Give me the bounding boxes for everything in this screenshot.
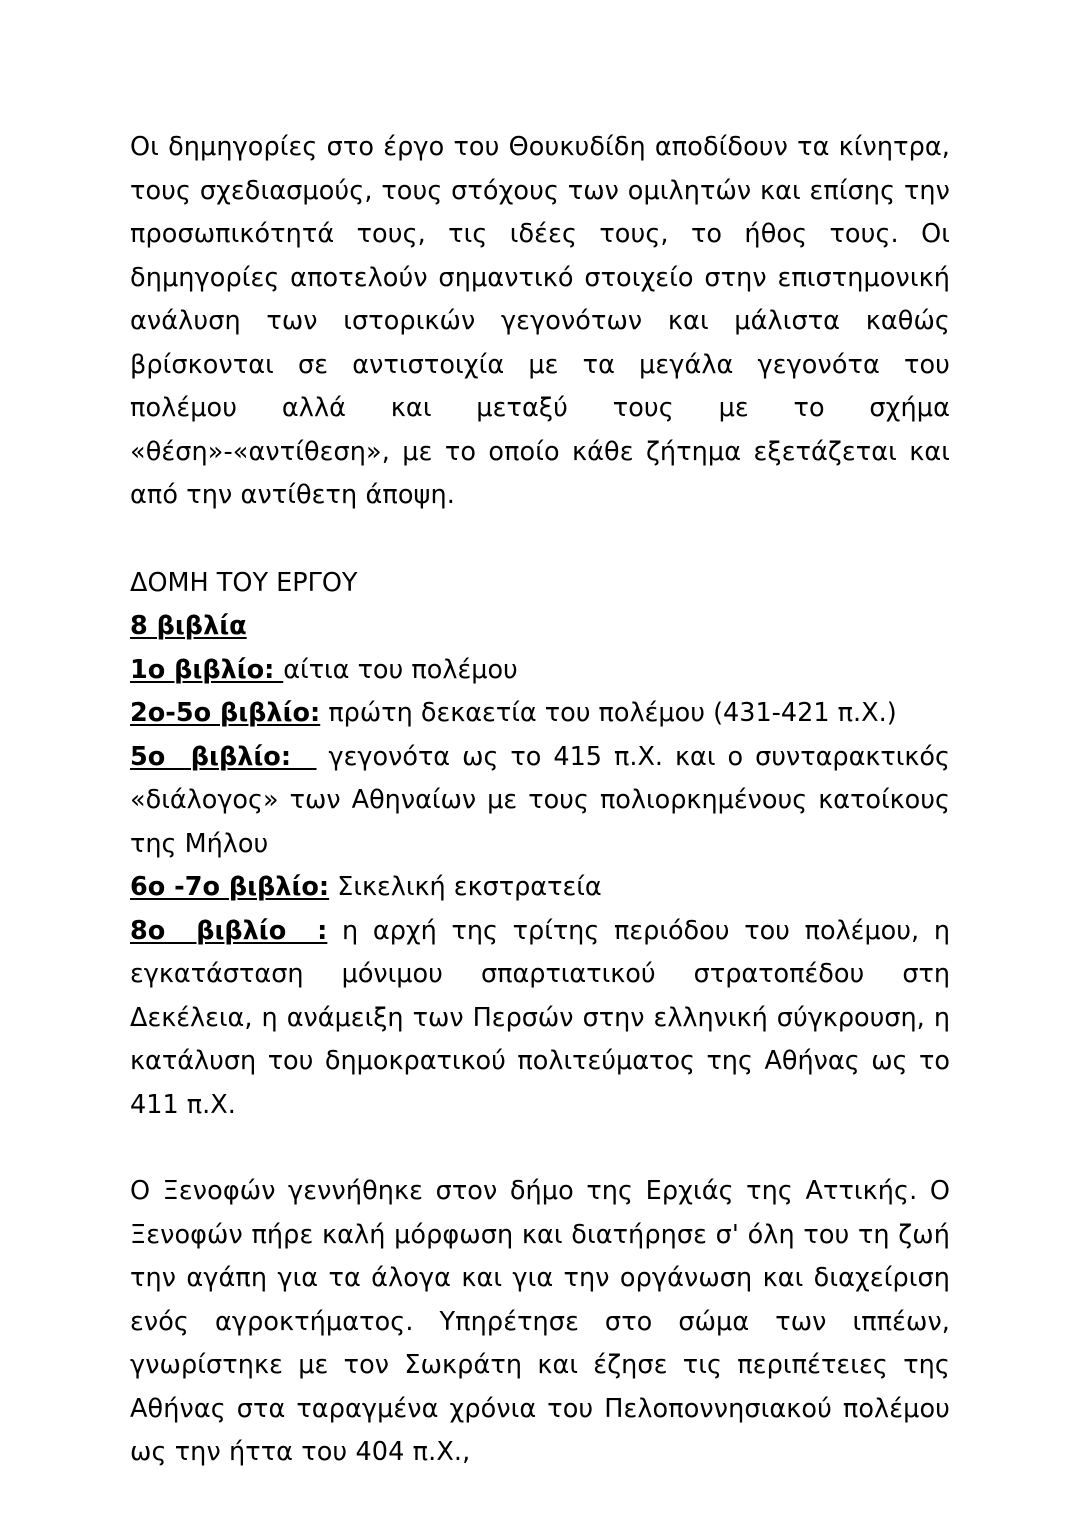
- book-entry-5: [130, 910, 950, 1128]
- paragraph-thucydides-speeches: Οι δημηγορίες στο έργο του Θουκυδίδη αποδίδουν τα κίνητρα, τους σχεδιασμούς, τους στόχους των ομιλητών και επίσης την προσωπικότητά τους, τις ιδέες τους, το ήθος τους. Οι δημηγορίες αποτελούν σημαντικό στοιχείο στην επιστημονική ανάλυση των ιστορικών γεγονότων και μάλιστα καθώς βρίσκονται σε αντιστοιχία με τα μεγάλα γεγονότα του πολέμου αλλά και μεταξύ τους με το σχήμα «θέση»-«αντίθεση», με το οποίο κάθε ζήτημα εξετάζεται και από την αντίθετη άποψη.: [130, 132, 950, 510]
- book-entry-2-description: πρώτη δεκαετία του πολέμου (431-421 π.Χ.): [320, 698, 897, 728]
- book-entry-2-label: 2ο-5ο βιβλίο:: [130, 698, 321, 728]
- book-entry-2: [130, 692, 950, 736]
- paragraph-spacer: [130, 518, 950, 562]
- book-entry-5-description: η αρχή της τρίτης περιόδου του πολέμου, η εγκατάσταση μόνιμου σπαρτιατικού στρατοπέδου στη Δεκέλεια, η ανάμειξη των Περσών στην ελληνική σύγκρουση, η κατάλυση του δημοκρατικού πολιτεύματος της Αθήνας ως το 411 π.Χ.: [130, 915, 950, 1120]
- document-body: [130, 126, 950, 1475]
- paragraph-xenophon-biography: Ο Ξενοφών γεννήθηκε στον δήμο της Ερχιάς της Αττικής. Ο Ξενοφών πήρε καλή μόρφωση και διατήρησε σ' όλη του τη ζωή την αγάπη για τα άλογα και για την οργάνωση και διαχείριση ενός αγροκτήματος. Υπηρέτησε στο σώμα των ιππέων, γνωρίστηκε με τον Σωκράτη και έζησε τις περιπέτειες της Αθήνας στα ταραγμένα χρόνια του Πελοποννησιακού πολέμου ως την ήττα του 404 π.Χ.,: [130, 1176, 950, 1467]
- book-entry-4-label: 6ο -7ο βιβλίο:: [130, 872, 330, 902]
- section-spacer: [130, 1127, 950, 1170]
- book-entry-1-description: αίτια του πολέμου: [283, 654, 518, 685]
- book-entry-1-label: 1ο βιβλίο:: [130, 654, 284, 685]
- books-count-line: [130, 605, 950, 649]
- book-entry-1: [130, 649, 950, 693]
- book-entry-5-label: 8ο βιβλίο :: [130, 915, 328, 946]
- books-count-label: 8 βιβλία: [130, 611, 247, 641]
- book-entry-3-description: γεγονότα ως το 415 π.Χ. και ο συνταρακτικός «διάλογος» των Αθηναίων με τους πολιορκημένους κατοίκους της Μήλου: [130, 741, 950, 859]
- book-entry-4: [130, 866, 950, 910]
- section-heading-work-structure: ΔΟΜΗ ΤΟΥ ΕΡΓΟΥ: [130, 567, 358, 598]
- book-entry-4-description: Σικελική εκστρατεία: [329, 872, 602, 902]
- book-entry-3: [130, 736, 950, 867]
- book-entry-3-label: 5ο βιβλίο:: [130, 741, 317, 772]
